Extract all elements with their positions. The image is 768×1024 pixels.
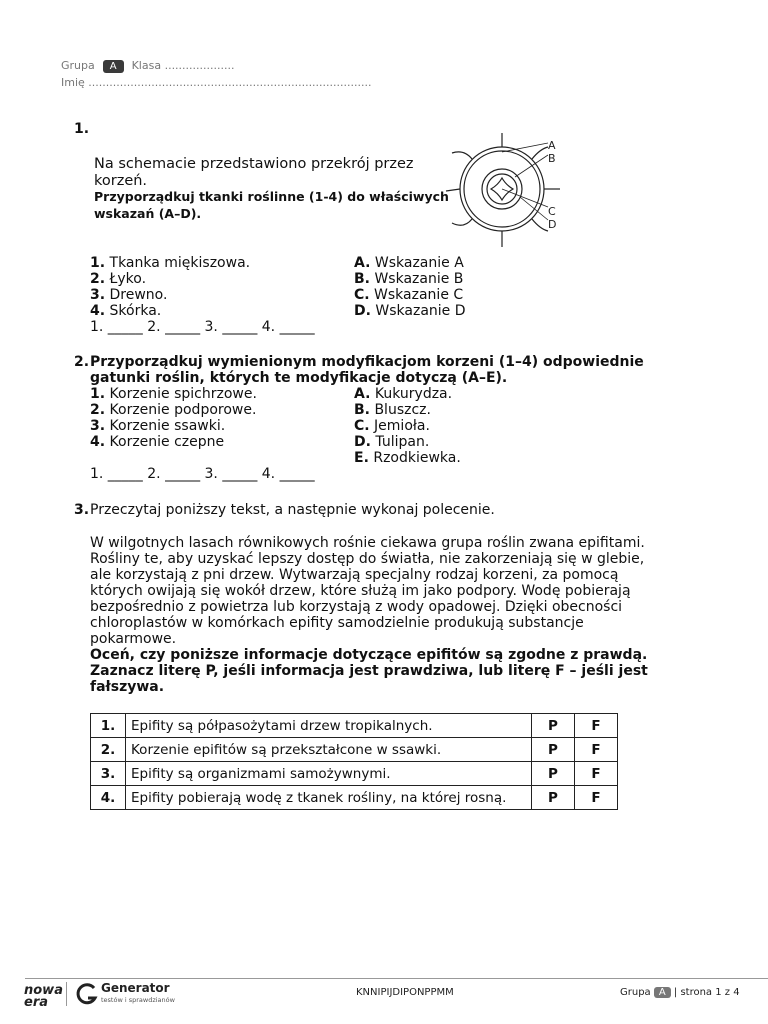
test-code: KNNIPIJDIPONPPMM bbox=[356, 987, 454, 998]
table-row bbox=[91, 762, 618, 786]
q1-number: 1. bbox=[74, 121, 90, 137]
passage-line: których owijają się wokół drzew, które służą im jako podpory. Wodę pobierają bbox=[90, 583, 631, 599]
root-hair bbox=[532, 219, 548, 231]
option-p[interactable]: P bbox=[532, 786, 575, 810]
q1-right-item: A. Wskazanie A bbox=[354, 255, 464, 271]
pointer-line-c bbox=[502, 189, 548, 207]
row-number: 3. bbox=[91, 762, 126, 786]
table-row bbox=[91, 714, 618, 738]
q1-left-item: 4. Skórka. bbox=[90, 303, 162, 319]
q3-intro: Przeczytaj poniższy tekst, a następnie wykonaj polecenie. bbox=[90, 502, 495, 518]
q1-right-item: B. Wskazanie B bbox=[354, 271, 464, 287]
option-p[interactable]: P bbox=[532, 738, 575, 762]
q2-left-item: 4. Korzenie czepne bbox=[90, 434, 225, 450]
q2-right-item: B. Bluszcz. bbox=[354, 402, 431, 418]
footer-group-badge: A bbox=[654, 987, 671, 998]
row-statement: Epifity są półpasożytami drzew tropikalnych. bbox=[126, 714, 532, 738]
q1-left-item: 3. Drewno. bbox=[90, 287, 168, 303]
q1-left-item: 1. Tkanka miękiszowa. bbox=[90, 255, 251, 271]
passage-line: chloroplastów w komórkach epifity samodzielnie produkują substancje bbox=[90, 615, 584, 631]
generator-logo-icon bbox=[76, 982, 98, 1006]
passage-line: ale korzystają z pni drzew. Wytwarzają specjalny rodzaj korzeni, za pomocą bbox=[90, 567, 619, 583]
root-cross-section-diagram bbox=[440, 125, 565, 250]
row-number: 2. bbox=[91, 738, 126, 762]
passage-line: Rośliny te, aby uzyskać lepszy dostęp do światła, nie zakorzeniają się w glebie, bbox=[90, 551, 645, 567]
nowa-era-logo: nowa era bbox=[24, 983, 63, 1010]
diagram-label-c: C bbox=[548, 205, 556, 218]
option-p[interactable]: P bbox=[532, 714, 575, 738]
row-statement: Korzenie epifitów są przekształcone w ssawki. bbox=[126, 738, 532, 762]
instruction-line: fałszywa. bbox=[90, 679, 165, 695]
true-false-table bbox=[90, 713, 618, 810]
group-label: Grupa bbox=[61, 59, 95, 72]
passage-line: pokarmowe. bbox=[90, 631, 177, 647]
page-number: | strona 1 z 4 bbox=[673, 987, 740, 998]
diagram-label-d: D bbox=[548, 218, 557, 231]
q2-number: 2. bbox=[74, 354, 90, 370]
q1-intro-line2: korzeń. bbox=[94, 173, 148, 189]
passage-line: bezpośrednio z powietrza lub korzystają z wody opadowej. Dzięki obecności bbox=[90, 599, 623, 615]
generator-title: Generator bbox=[101, 981, 170, 995]
root-hair bbox=[452, 152, 472, 159]
footer-page-info bbox=[620, 987, 740, 998]
q2-left-item: 2. Korzenie podporowe. bbox=[90, 402, 257, 418]
q1-left-item: 2. Łyko. bbox=[90, 271, 147, 287]
q2-right-list bbox=[354, 386, 461, 466]
option-p[interactable]: P bbox=[532, 762, 575, 786]
root-hair bbox=[446, 189, 460, 191]
passage-line: W wilgotnych lasach równikowych rośnie ciekawa grupa roślin zwana epifitami. bbox=[90, 535, 645, 551]
q1-instruction-line2: wskazań (A–D). bbox=[94, 206, 202, 221]
q1-left-list bbox=[90, 255, 315, 335]
q2-right-item: C. Jemioła. bbox=[354, 418, 430, 434]
header-group-row bbox=[61, 59, 235, 73]
row-number: 1. bbox=[91, 714, 126, 738]
row-number: 4. bbox=[91, 786, 126, 810]
q3-passage bbox=[90, 535, 648, 695]
q2-right-item: A. Kukurydza. bbox=[354, 386, 453, 402]
q2-answer-line: 1. _____ 2. _____ 3. _____ 4. _____ bbox=[90, 466, 315, 482]
row-statement: Epifity pobierają wodę z tkanek rośliny, na której rosną. bbox=[126, 786, 532, 810]
generator-subtitle: testów i sprawdzianów bbox=[101, 996, 175, 1004]
group-badge: A bbox=[103, 60, 124, 73]
root-hair bbox=[532, 147, 548, 159]
instruction-line: Zaznacz literę P, jeśli informacja jest prawdziwa, lub literę F – jeśli jest bbox=[90, 663, 648, 679]
q2-right-item: E. Rzodkiewka. bbox=[354, 450, 461, 466]
q2-left-item: 3. Korzenie ssawki. bbox=[90, 418, 226, 434]
diagram-label-a: A bbox=[548, 139, 556, 152]
q1-instruction-line1: Przyporządkuj tkanki roślinne (1-4) do właściwych bbox=[94, 189, 449, 204]
q2-left-list bbox=[90, 386, 315, 482]
footer-divider bbox=[25, 978, 768, 979]
diagram-label-b: B bbox=[548, 152, 556, 165]
instruction-line: Oceń, czy poniższe informacje dotyczące epifitów są zgodne z prawdą. bbox=[90, 647, 648, 663]
q2-right-item: D. Tulipan. bbox=[354, 434, 430, 450]
table-row bbox=[91, 738, 618, 762]
footer-group-label: Grupa bbox=[620, 987, 651, 998]
q1-intro-line1: Na schemacie przedstawiono przekrój przez bbox=[94, 156, 414, 172]
q1-right-list bbox=[354, 255, 466, 319]
option-f[interactable]: F bbox=[575, 714, 618, 738]
option-f[interactable]: F bbox=[575, 738, 618, 762]
option-f[interactable]: F bbox=[575, 786, 618, 810]
q2-left-item: 1. Korzenie spichrzowe. bbox=[90, 386, 257, 402]
q1-right-item: C. Wskazanie C bbox=[354, 287, 464, 303]
table-row bbox=[91, 786, 618, 810]
row-statement: Epifity są organizmami samożywnymi. bbox=[126, 762, 532, 786]
option-f[interactable]: F bbox=[575, 762, 618, 786]
logo-divider bbox=[66, 982, 67, 1006]
q1-right-item: D. Wskazanie D bbox=[354, 303, 466, 319]
class-label: Klasa .................... bbox=[131, 59, 235, 72]
q1-answer-line: 1. _____ 2. _____ 3. _____ 4. _____ bbox=[90, 319, 315, 335]
q2-instruction-line1: Przyporządkuj wymienionym modyfikacjom korzeni (1–4) odpowiednie bbox=[90, 354, 644, 370]
q3-number: 3. bbox=[74, 502, 90, 518]
q2-instruction-line2: gatunki roślin, których te modyfikacje dotyczą (A–E). bbox=[90, 370, 508, 386]
root-hair bbox=[452, 219, 472, 225]
name-field: Imię ................................................................................. bbox=[61, 76, 372, 89]
